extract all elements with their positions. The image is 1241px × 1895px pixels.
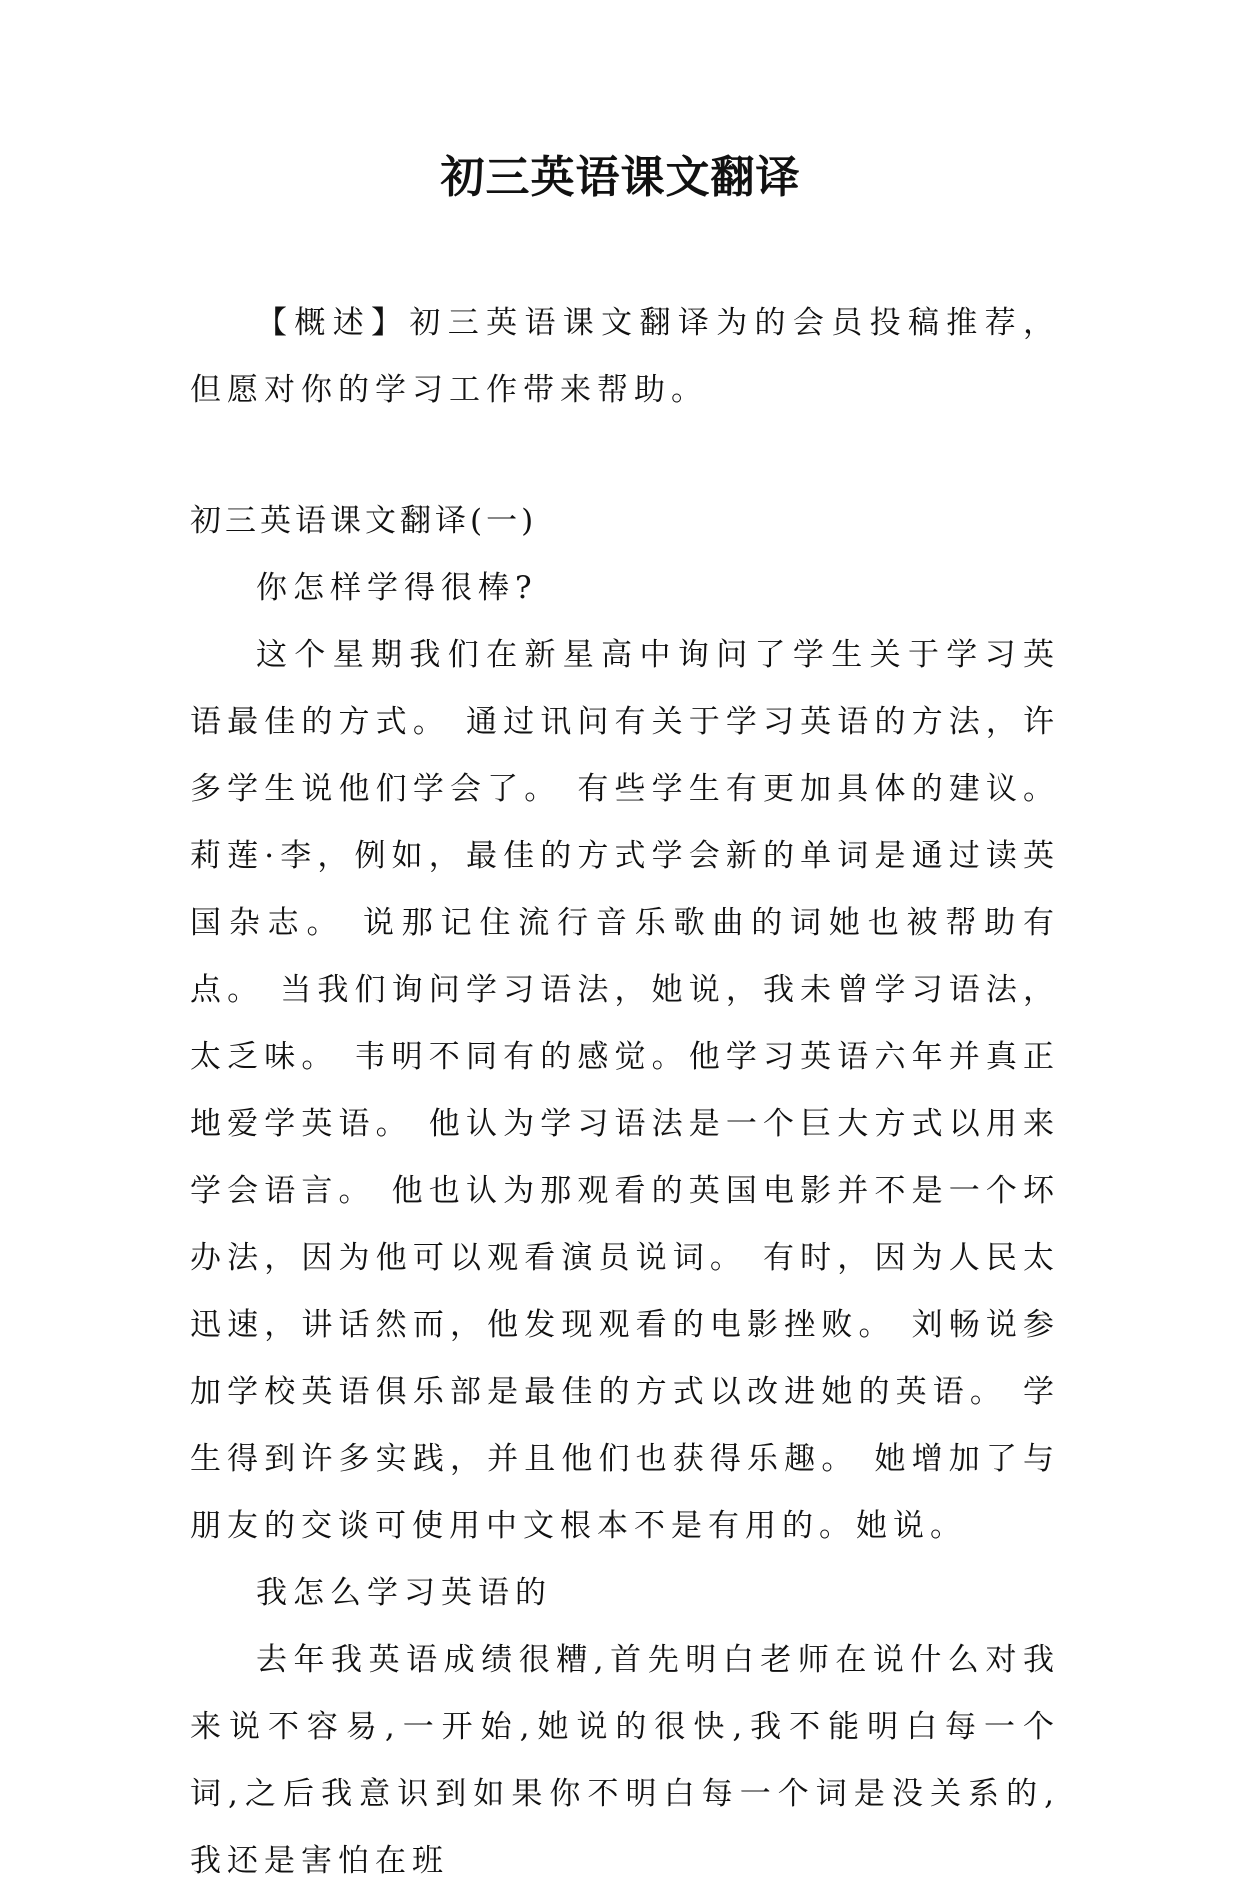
summary-paragraph: 【概述】初三英语课文翻译为的会员投稿推荐，但愿对你的学习工作带来帮助。 [190,305,1060,408]
document-title: 初三英语课文翻译 [440,152,801,203]
section-heading: 初三英语课文翻译(一) [190,503,538,539]
body-paragraph-1: 这个星期我们在新星高中询问了学生关于学习英语最佳的方式。 通过讯问有关于学习英语的方法，许多学生说他们学会了。 有些学生有更加具体的建议。 莉莲·李，例如，最佳的方式学会新的单词是通过读英国杂志。 说那记住流行音乐歌曲的词她也被帮助有点。 当我们询问学习语法，她说，我未曾学习语法，太乏味。 韦明不同有的感觉。他学习英语六年并真正地爱学英语。 他认为学习语法是一个巨大方式以用来学会语言。 他也认为那观看的英国电影并不是一个坏办法，因为他可以观看演员说词。 有时，因为人民太迅速，讲话然而，他发现观看的电影挫败。 刘畅说参加学校英语俱乐部是最佳的方式以改进她的英语。 学生得到许多实践，并且他们也获得乐趣。 她增加了与朋友的交谈可使用中文根本不是有用的。她说。 [190,637,1060,1544]
section-spacer [190,424,1060,488]
document-body [190,290,1060,1895]
body-paragraph-2: 去年我英语成绩很糟,首先明白老师在说什么对我来说不容易,一开始,她说的很快,我不能明白每一个词,之后我意识到如果你不明白每一个词是没关系的,我还是害怕在班 [190,1642,1060,1879]
sub-heading-how-to-learn: 你怎样学得很棒? [256,570,538,606]
sub-heading-how-i-learn: 我怎么学习英语的 [256,1575,552,1611]
